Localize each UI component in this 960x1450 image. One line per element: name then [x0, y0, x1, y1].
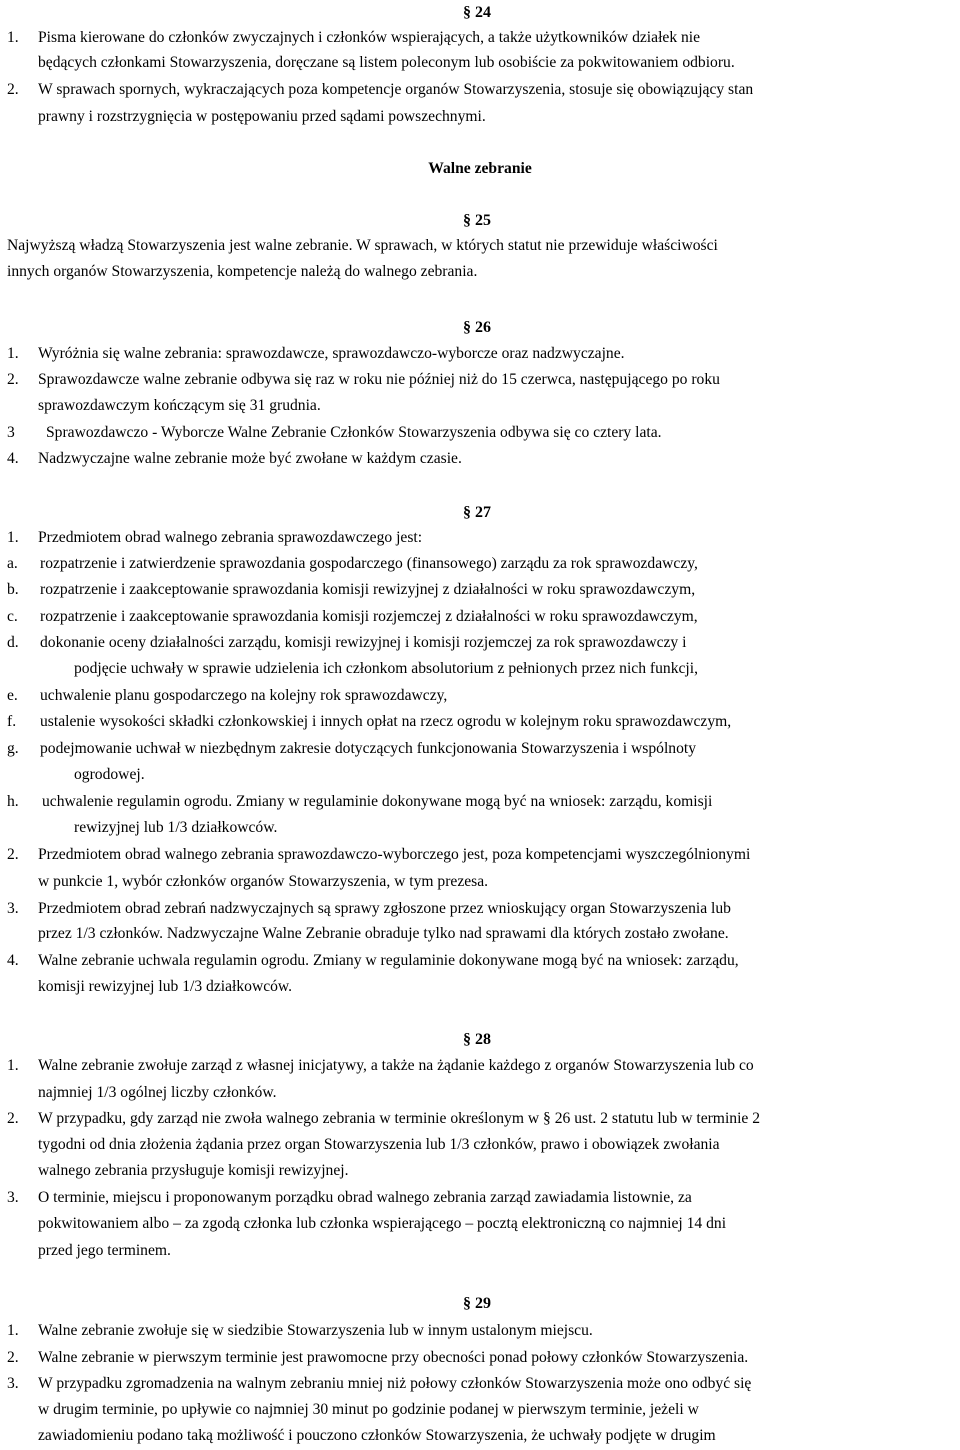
item-text: W przypadku zgromadzenia na walnym zebraniu mniej niż połowy członków Stowarzyszenia może ono odbyć się	[38, 1375, 752, 1392]
item-text: zawiadomieniu podano taką możliwość i pouczono członków Stowarzyszenia, że uchwały podjęte w drugim	[38, 1427, 716, 1444]
list-item-continuation	[0, 869, 960, 895]
list-item-continuation	[0, 393, 960, 419]
sub-item-letter: a.	[7, 555, 18, 572]
sub-item-text: dokonanie oceny działalności zarządu, komisji rewizyjnej i komisji rozjemczej za rok sprawozdawczy i	[40, 634, 687, 651]
item-text: Nadzwyczajne walne zebranie może być zwołane w każdym czasie.	[38, 450, 462, 467]
list-item	[0, 1371, 960, 1397]
sub-item	[0, 709, 960, 735]
item-number: 2.	[7, 846, 19, 863]
item-text: Sprawozdawczo - Wyborcze Walne Zebranie Członków Stowarzyszenia odbywa się co cztery lata.	[46, 424, 662, 441]
item-text: w punkcie 1, wybór członków organów Stowarzyszenia, w tym prezesa.	[38, 873, 489, 890]
sub-item-text: ogrodowej.	[74, 766, 145, 783]
sub-item-text: uchwalenie regulamin ogrodu. Zmiany w regulaminie dokonywane mogą być na wniosek: zarządu, komisji	[42, 793, 713, 810]
section-number: 28	[475, 1031, 491, 1048]
list-item	[0, 1185, 960, 1211]
sub-item-text: rozpatrzenie i zaakceptowanie sprawozdania komisji rozjemczej z działalności w roku sprawozdawczym,	[40, 608, 698, 625]
item-number: 1.	[7, 345, 19, 362]
list-item-continuation	[0, 1132, 960, 1158]
section-title-text: Walne zebranie	[428, 160, 532, 177]
sub-item-letter: e.	[7, 687, 18, 704]
item-text: W przypadku, gdy zarząd nie zwoła walnego zebrania w terminie określonym w § 26 ust. 2 statutu lub w terminie 2	[38, 1110, 761, 1127]
section-title	[0, 156, 960, 182]
item-number: 3.	[7, 900, 19, 917]
section-number: 26	[475, 319, 491, 336]
sub-item	[0, 577, 960, 603]
list-item	[0, 842, 960, 868]
sub-item	[0, 683, 960, 709]
section-number: 24	[475, 4, 491, 21]
section-26-heading	[0, 315, 960, 341]
section-sign: §	[463, 504, 471, 521]
section-sign: §	[463, 1295, 471, 1312]
list-item-continuation	[0, 104, 960, 130]
paragraph-line	[0, 233, 960, 259]
paragraph-text: Najwyższą władzą Stowarzyszenia jest walne zebranie. W sprawach, w których statut nie przewiduje właściwości	[7, 237, 718, 254]
item-text: Przedmiotem obrad zebrań nadzwyczajnych są sprawy zgłoszone przez wnioskujący organ Stowarzyszenia lub	[38, 900, 731, 917]
paragraph-text: innych organów Stowarzyszenia, kompetencje należą do walnego zebrania.	[7, 263, 478, 280]
section-24-heading	[0, 0, 960, 26]
section-28-heading	[0, 1027, 960, 1053]
list-item	[0, 77, 960, 103]
section-sign: §	[463, 1031, 471, 1048]
item-text: komisji rewizyjnej lub 1/3 działkowców.	[38, 978, 293, 995]
list-item-continuation	[0, 1211, 960, 1237]
item-text: Walne zebranie w pierwszym terminie jest prawomocne przy obecności ponad połowy członków Stowarzyszenia.	[38, 1349, 749, 1366]
item-text: sprawozdawczym kończącym się 31 grudnia.	[38, 397, 321, 414]
list-item	[0, 25, 960, 51]
sub-item-text: uchwalenie planu gospodarczego na kolejny rok sprawozdawczy,	[40, 687, 448, 704]
item-text: prawny i rozstrzygnięcia w postępowaniu przed sądami powszechnymi.	[38, 108, 486, 125]
list-item	[0, 1318, 960, 1344]
sub-item-text: podjęcie uchwały w sprawie udzielenia ich członkom absolutorium z pełnionych przez nich funkcji,	[74, 660, 698, 677]
sub-item	[0, 736, 960, 762]
sub-item-continuation	[0, 815, 960, 841]
paragraph-line	[0, 259, 960, 285]
list-item-continuation	[0, 974, 960, 1000]
section-29-heading	[0, 1291, 960, 1317]
sub-item-continuation	[0, 762, 960, 788]
sub-item-text: ustalenie wysokości składki członkowskiej i innych opłat na rzecz ogrodu w kolejnym roku sprawozdawczym,	[40, 713, 732, 730]
item-text: Przedmiotem obrad walnego zebrania sprawozdawczo-wyborczego jest, poza kompetencjami wyszczególnionymi	[38, 846, 751, 863]
section-number: 27	[475, 504, 491, 521]
sub-item	[0, 630, 960, 656]
sub-item-letter: d.	[7, 634, 19, 651]
list-item	[0, 1053, 960, 1079]
section-27-heading	[0, 500, 960, 526]
item-number: 1.	[7, 1322, 19, 1339]
list-item	[0, 1106, 960, 1132]
section-sign: §	[463, 319, 471, 336]
item-text: O terminie, miejscu i proponowanym porządku obrad walnego zebrania zarząd zawiadamia listownie, za	[38, 1189, 692, 1206]
sub-item-letter: c.	[7, 608, 18, 625]
item-text: przez 1/3 członków. Nadzwyczajne Walne Zebranie obraduje tylko nad sprawami dla których zostało zwołane.	[38, 925, 729, 942]
list-item	[0, 1345, 960, 1371]
list-item-continuation	[0, 1238, 960, 1264]
list-item	[0, 367, 960, 393]
item-number: 3.	[7, 1375, 19, 1392]
item-text: tygodni od dnia złożenia żądania przez organ Stowarzyszenia lub 1/3 członków, prawo i obowiązek zwołania	[38, 1136, 720, 1153]
item-text: W sprawach spornych, wykraczających poza kompetencje organów Stowarzyszenia, stosuje się obowiązujący stan	[38, 81, 754, 98]
item-number: 3	[7, 424, 15, 441]
sub-item-letter: f.	[7, 713, 17, 730]
section-sign: §	[463, 4, 471, 21]
sub-item	[0, 551, 960, 577]
list-item	[0, 896, 960, 922]
item-text: Walne zebranie zwołuje zarząd z własnej inicjatywy, a także na żądanie każdego z organów Stowarzyszenia lub co	[38, 1057, 754, 1074]
item-text: w drugim terminie, po upływie co najmniej 30 minut po godzinie podanej w pierwszym terminie, jeżeli w	[38, 1401, 699, 1418]
item-number: 2.	[7, 1349, 19, 1366]
list-item	[0, 948, 960, 974]
sub-item-text: rozpatrzenie i zatwierdzenie sprawozdania gospodarczego (finansowego) zarządu za rok sprawozdawczy,	[40, 555, 698, 572]
list-item	[0, 341, 960, 367]
list-item	[0, 446, 960, 472]
list-item-continuation	[0, 1158, 960, 1184]
item-text: walnego zebrania przysługuje komisji rewizyjnej.	[38, 1162, 349, 1179]
sub-item	[0, 789, 960, 815]
section-number: 29	[475, 1295, 491, 1312]
sub-item-letter: g.	[7, 740, 19, 757]
sub-item-text: rozpatrzenie i zaakceptowanie sprawozdania komisji rewizyjnej z działalności w roku sprawozdawczym,	[40, 581, 696, 598]
list-item-continuation	[0, 1423, 960, 1449]
list-item	[0, 525, 960, 551]
item-text: najmniej 1/3 ogólnej liczby członków.	[38, 1084, 277, 1101]
item-text: przed jego terminem.	[38, 1242, 171, 1259]
item-number: 2.	[7, 81, 19, 98]
sub-item-text: rewizyjnej lub 1/3 działkowców.	[74, 819, 278, 836]
section-sign: §	[463, 212, 471, 229]
list-item-continuation	[0, 50, 960, 76]
item-text: będących członkami Stowarzyszenia, doręczane są listem poleconym lub osobiście za pokwitowaniem odbioru.	[38, 54, 735, 71]
sub-item-letter: b.	[7, 581, 19, 598]
item-number: 1.	[7, 529, 19, 546]
item-text: Sprawozdawcze walne zebranie odbywa się raz w roku nie później niż do 15 czerwca, następującego po roku	[38, 371, 720, 388]
list-item	[0, 420, 960, 446]
item-number: 1.	[7, 29, 19, 46]
item-text: pokwitowaniem albo – za zgodą członka lub członka wspierającego – pocztą elektroniczną co najmniej 14 dni	[38, 1215, 727, 1232]
list-item-continuation	[0, 1397, 960, 1423]
item-number: 2.	[7, 1110, 19, 1127]
item-text: Wyróżnia się walne zebrania: sprawozdawcze, sprawozdawczo-wyborcze oraz nadzwyczajne.	[38, 345, 625, 362]
section-number: 25	[475, 212, 491, 229]
sub-item	[0, 604, 960, 630]
item-number: 3.	[7, 1189, 19, 1206]
item-text: Pisma kierowane do członków zwyczajnych i członków wspierających, a także użytkowników działek nie	[38, 29, 701, 46]
sub-item-continuation	[0, 656, 960, 682]
section-25-heading	[0, 208, 960, 234]
item-number: 4.	[7, 450, 19, 467]
sub-item-text: podejmowanie uchwał w niezbędnym zakresie dotyczących funkcjonowania Stowarzyszenia i wspólnoty	[40, 740, 697, 757]
item-number: 2.	[7, 371, 19, 388]
list-item-continuation	[0, 1080, 960, 1106]
item-text: Walne zebranie zwołuje się w siedzibie Stowarzyszenia lub w innym ustalonym miejscu.	[38, 1322, 593, 1339]
item-text: Przedmiotem obrad walnego zebrania sprawozdawczego jest:	[38, 529, 423, 546]
item-number: 1.	[7, 1057, 19, 1074]
sub-item-letter: h.	[7, 793, 19, 810]
list-item-continuation	[0, 921, 960, 947]
item-number: 4.	[7, 952, 19, 969]
item-text: Walne zebranie uchwala regulamin ogrodu. Zmiany w regulaminie dokonywane mogą być na wniosek: zarządu,	[38, 952, 739, 969]
